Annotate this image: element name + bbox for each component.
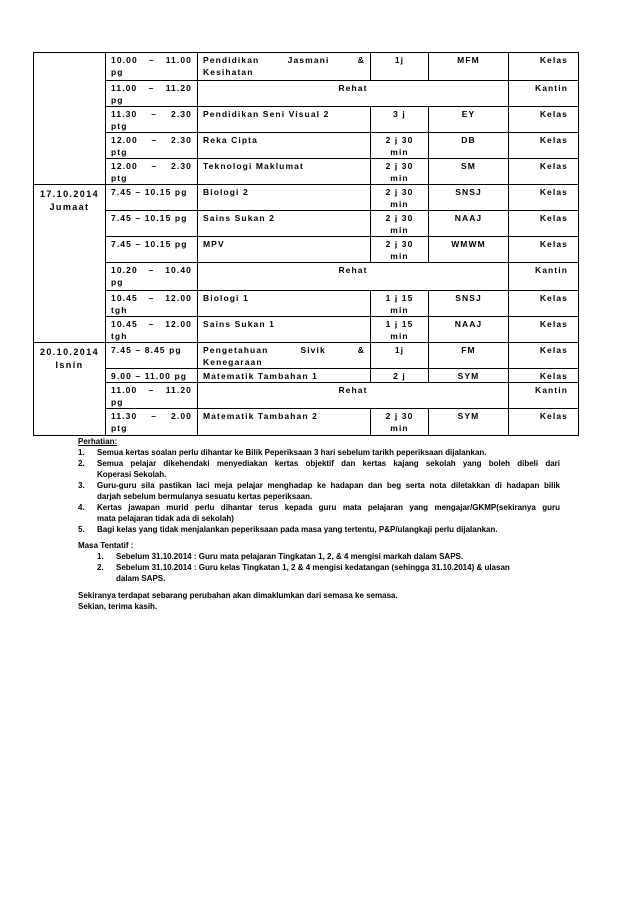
- list-text: [97, 458, 560, 480]
- subject-cell: [198, 159, 371, 185]
- venue-cell: Kelas: [509, 369, 579, 383]
- venue-cell: Kelas: [509, 317, 579, 343]
- duration-line: min: [390, 147, 409, 157]
- subject-line: Pendidikan Seni Visual 2: [203, 109, 330, 119]
- time-line: 9.00 – 11.00 pg: [111, 371, 188, 381]
- list-number: 1.: [97, 552, 104, 561]
- notes-block: [78, 436, 563, 535]
- teacher-cell: FM: [429, 343, 509, 369]
- time-cell: [106, 107, 198, 133]
- list-text: [97, 447, 560, 458]
- session-row: [34, 409, 579, 436]
- time-line: 11.30 – 2.30: [111, 109, 192, 119]
- time-cell: [106, 291, 198, 317]
- time-cell: [106, 317, 198, 343]
- time-line: pg: [111, 67, 124, 77]
- subject-line: Reka Cipta: [203, 135, 258, 145]
- session-row: [34, 133, 579, 159]
- duration-cell: [371, 159, 429, 185]
- session-row: [34, 211, 579, 237]
- duration-line: 3 j: [393, 109, 406, 119]
- time-line: 11.30 – 2.00: [111, 411, 192, 421]
- duration-line: min: [390, 305, 409, 315]
- time-cell: [106, 409, 198, 436]
- duration-line: 2 j 30: [385, 411, 414, 421]
- teacher-cell: DB: [429, 133, 509, 159]
- time-cell: [106, 133, 198, 159]
- list-text-line: Koperasi Sekolah.: [97, 470, 167, 479]
- venue-cell: Kantin: [509, 263, 579, 291]
- venue-cell: Kelas: [509, 237, 579, 263]
- venue-cell: Kelas: [509, 133, 579, 159]
- timetable-body: [34, 53, 579, 436]
- venue-cell: Kelas: [509, 185, 579, 211]
- teacher-cell: EY: [429, 107, 509, 133]
- subject-cell: [198, 133, 371, 159]
- session-row: [34, 159, 579, 185]
- duration-line: min: [390, 331, 409, 341]
- time-line: ptg: [111, 173, 128, 183]
- duration-line: 2 j 30: [385, 187, 414, 197]
- subject-cell: [198, 211, 371, 237]
- subject-line: MPV: [203, 239, 225, 249]
- session-row: [34, 263, 579, 291]
- time-cell: [106, 53, 198, 81]
- duration-line: min: [390, 423, 409, 433]
- time-line: tgh: [111, 305, 128, 315]
- time-line: ptg: [111, 423, 128, 433]
- teacher-cell: SM: [429, 159, 509, 185]
- subject-cell: [198, 107, 371, 133]
- list-number: 2.: [78, 459, 85, 468]
- list-text: [116, 551, 560, 562]
- venue-cell: Kelas: [509, 291, 579, 317]
- day-text: Isnin: [55, 360, 84, 370]
- time-cell: [106, 343, 198, 369]
- subject-cell: [198, 53, 371, 81]
- teacher-cell: NAAJ: [429, 211, 509, 237]
- teacher-cell: NAAJ: [429, 317, 509, 343]
- time-cell: [106, 81, 198, 107]
- time-cell: [106, 263, 198, 291]
- teacher-cell: MFM: [429, 53, 509, 81]
- duration-line: 1 j 15: [385, 293, 414, 303]
- tentative-list: [78, 551, 563, 584]
- subject-cell: [198, 409, 371, 436]
- duration-cell: [371, 291, 429, 317]
- list-text-line: dalam SAPS.: [116, 574, 166, 583]
- date-text: 20.10.2014: [39, 347, 100, 357]
- subject-cell: [198, 369, 371, 383]
- list-item: [78, 551, 563, 562]
- duration-line: min: [390, 251, 409, 261]
- list-number: 4.: [78, 503, 85, 512]
- list-text-line: Bagi kelas yang tidak menjalankan peperiksaan pada masa yang tertentu, P&P/ulangkaji perlu dijalankan.: [97, 525, 498, 534]
- teacher-cell: SYM: [429, 369, 509, 383]
- duration-cell: [371, 53, 429, 81]
- time-line: pg: [111, 95, 124, 105]
- list-text: [97, 480, 560, 502]
- subject-line: Matematik Tambahan 2: [203, 411, 318, 421]
- session-row: [34, 317, 579, 343]
- subject-line: Teknologi Maklumat: [203, 161, 304, 171]
- duration-cell: [371, 185, 429, 211]
- venue-cell: Kantin: [509, 383, 579, 409]
- list-item: [78, 562, 563, 584]
- break-cell: Rehat: [198, 263, 509, 291]
- duration-cell: [371, 133, 429, 159]
- session-row: [34, 185, 579, 211]
- time-cell: [106, 159, 198, 185]
- subject-line: Matematik Tambahan 1: [203, 371, 318, 381]
- duration-line: 2 j 30: [385, 213, 414, 223]
- list-number: 3.: [78, 481, 85, 490]
- session-row: [34, 53, 579, 81]
- date-cell: [34, 53, 106, 185]
- subject-cell: [198, 317, 371, 343]
- list-text-line: Kertas jawapan murid perlu dihantar terus kepada guru mata pelajaran yang mengajar/GKMP(sekiranya guru: [97, 503, 560, 512]
- venue-cell: Kelas: [509, 343, 579, 369]
- tentative-block: [78, 540, 563, 584]
- time-line: ptg: [111, 147, 128, 157]
- time-cell: [106, 211, 198, 237]
- venue-cell: Kelas: [509, 409, 579, 436]
- notes-heading-text: Perhatian:: [78, 437, 118, 446]
- duration-line: 1j: [394, 55, 405, 65]
- session-row: [34, 107, 579, 133]
- list-text: [97, 524, 560, 535]
- subject-cell: [198, 237, 371, 263]
- list-text-line: Semua kertas soalan perlu dihantar ke Bilik Peperiksaan 3 hari sebelum tarikh peperiksaan dijalankan.: [97, 448, 487, 457]
- date-cell: [34, 343, 106, 436]
- duration-cell: [371, 107, 429, 133]
- list-number: 2.: [97, 563, 104, 572]
- teacher-cell: SNSJ: [429, 185, 509, 211]
- session-row: [34, 291, 579, 317]
- time-cell: [106, 383, 198, 409]
- duration-line: 2 j 30: [385, 239, 414, 249]
- notes-list: [78, 447, 563, 535]
- subject-cell: [198, 291, 371, 317]
- day-text: Jumaat: [49, 202, 90, 212]
- time-line: 7.45 – 10.15 pg: [111, 187, 188, 197]
- time-line: 11.00 – 11.20: [111, 83, 192, 93]
- list-text: [116, 562, 560, 584]
- duration-line: min: [390, 173, 409, 183]
- list-item: [78, 480, 563, 502]
- subject-line: Pengetahuan Sivik &: [203, 345, 365, 355]
- list-text-line: Sebelum 31.10.2014 : Guru kelas Tingkatan 1, 2 & 4 mengisi kedatangan (sehingga 31.10.2014) & ulasan: [116, 563, 510, 572]
- subject-line: Pendidikan Jasmani &: [203, 55, 365, 65]
- subject-cell: [198, 343, 371, 369]
- time-line: pg: [111, 277, 124, 287]
- duration-cell: [371, 369, 429, 383]
- duration-line: min: [390, 225, 409, 235]
- list-item: [78, 502, 563, 524]
- time-line: 10.45 – 12.00: [111, 293, 192, 303]
- time-line: 7.45 – 10.15 pg: [111, 239, 188, 249]
- date-cell: [34, 185, 106, 343]
- time-line: 10.45 – 12.00: [111, 319, 192, 329]
- time-line: 12.00 – 2.30: [111, 135, 192, 145]
- time-line: 10.00 – 11.00: [111, 55, 192, 65]
- subject-line: Sains Sukan 1: [203, 319, 275, 329]
- notes-heading: [78, 436, 563, 447]
- teacher-cell: WMWM: [429, 237, 509, 263]
- subject-cell: [198, 185, 371, 211]
- venue-cell: Kelas: [509, 107, 579, 133]
- venue-cell: Kelas: [509, 53, 579, 81]
- list-text-line: Sebelum 31.10.2014 : Guru mata pelajaran Tingkatan 1, 2, & 4 mengisi markah dalam SAPS.: [116, 552, 464, 561]
- list-item: [78, 458, 563, 480]
- duration-line: min: [390, 199, 409, 209]
- session-row: [34, 383, 579, 409]
- list-text-line: darjah sebelum bermulanya sesuatu kertas peperiksaan.: [97, 492, 313, 501]
- time-line: pg: [111, 397, 124, 407]
- time-line: ptg: [111, 121, 128, 131]
- time-cell: [106, 369, 198, 383]
- teacher-cell: SYM: [429, 409, 509, 436]
- subject-line: Biologi 2: [203, 187, 249, 197]
- duration-line: 2 j 30: [385, 135, 414, 145]
- venue-cell: Kantin: [509, 81, 579, 107]
- duration-cell: [371, 237, 429, 263]
- teacher-cell: SNSJ: [429, 291, 509, 317]
- list-text-line: mata pelajaran tidak ada di sekolah): [97, 514, 234, 523]
- list-text-line: Guru-guru sila pastikan laci meja pelajar menghadap ke hadapan dan beg serta nota diletakkan di hadapan bilik: [97, 481, 560, 490]
- list-number: 5.: [78, 525, 85, 534]
- time-line: 10.20 – 10.40: [111, 265, 192, 275]
- list-item: [78, 447, 563, 458]
- session-row: [34, 343, 579, 369]
- time-line: 12.00 – 2.30: [111, 161, 192, 171]
- time-cell: [106, 185, 198, 211]
- closing-line: Sekian, terima kasih.: [78, 602, 158, 611]
- duration-cell: [371, 211, 429, 237]
- duration-cell: [371, 409, 429, 436]
- break-cell: Rehat: [198, 383, 509, 409]
- list-number: 1.: [78, 448, 85, 457]
- session-row: [34, 369, 579, 383]
- duration-line: 2 j: [393, 371, 406, 381]
- duration-line: 2 j 30: [385, 161, 414, 171]
- break-cell: Rehat: [198, 81, 509, 107]
- duration-cell: [371, 343, 429, 369]
- time-cell: [106, 237, 198, 263]
- subject-line: Kesihatan: [203, 67, 254, 77]
- list-text: [97, 502, 560, 524]
- duration-cell: [371, 317, 429, 343]
- venue-cell: Kelas: [509, 159, 579, 185]
- session-row: [34, 237, 579, 263]
- closing-block: [78, 590, 563, 612]
- session-row: [34, 81, 579, 107]
- subject-line: Kenegaraan: [203, 357, 263, 367]
- list-text-line: Semua pelajar dikehendaki menyediakan kertas objektif dan kertas kajang sekolah yang boleh dibeli dari: [97, 459, 560, 468]
- venue-cell: Kelas: [509, 211, 579, 237]
- duration-line: 1j: [394, 345, 405, 355]
- exam-timetable: [33, 52, 579, 436]
- time-line: 7.45 – 8.45 pg: [111, 345, 182, 355]
- tentative-heading: Masa Tentatif :: [78, 541, 134, 550]
- subject-line: Sains Sukan 2: [203, 213, 275, 223]
- list-item: [78, 524, 563, 535]
- duration-line: 1 j 15: [385, 319, 414, 329]
- time-line: 7.45 – 10.15 pg: [111, 213, 188, 223]
- closing-line: Sekiranya terdapat sebarang perubahan akan dimaklumkan dari semasa ke semasa.: [78, 591, 398, 600]
- notes-section: [78, 436, 563, 612]
- subject-line: Biologi 1: [203, 293, 249, 303]
- time-line: 11.00 – 11.20: [111, 385, 192, 395]
- date-text: 17.10.2014: [39, 189, 100, 199]
- time-line: tgh: [111, 331, 128, 341]
